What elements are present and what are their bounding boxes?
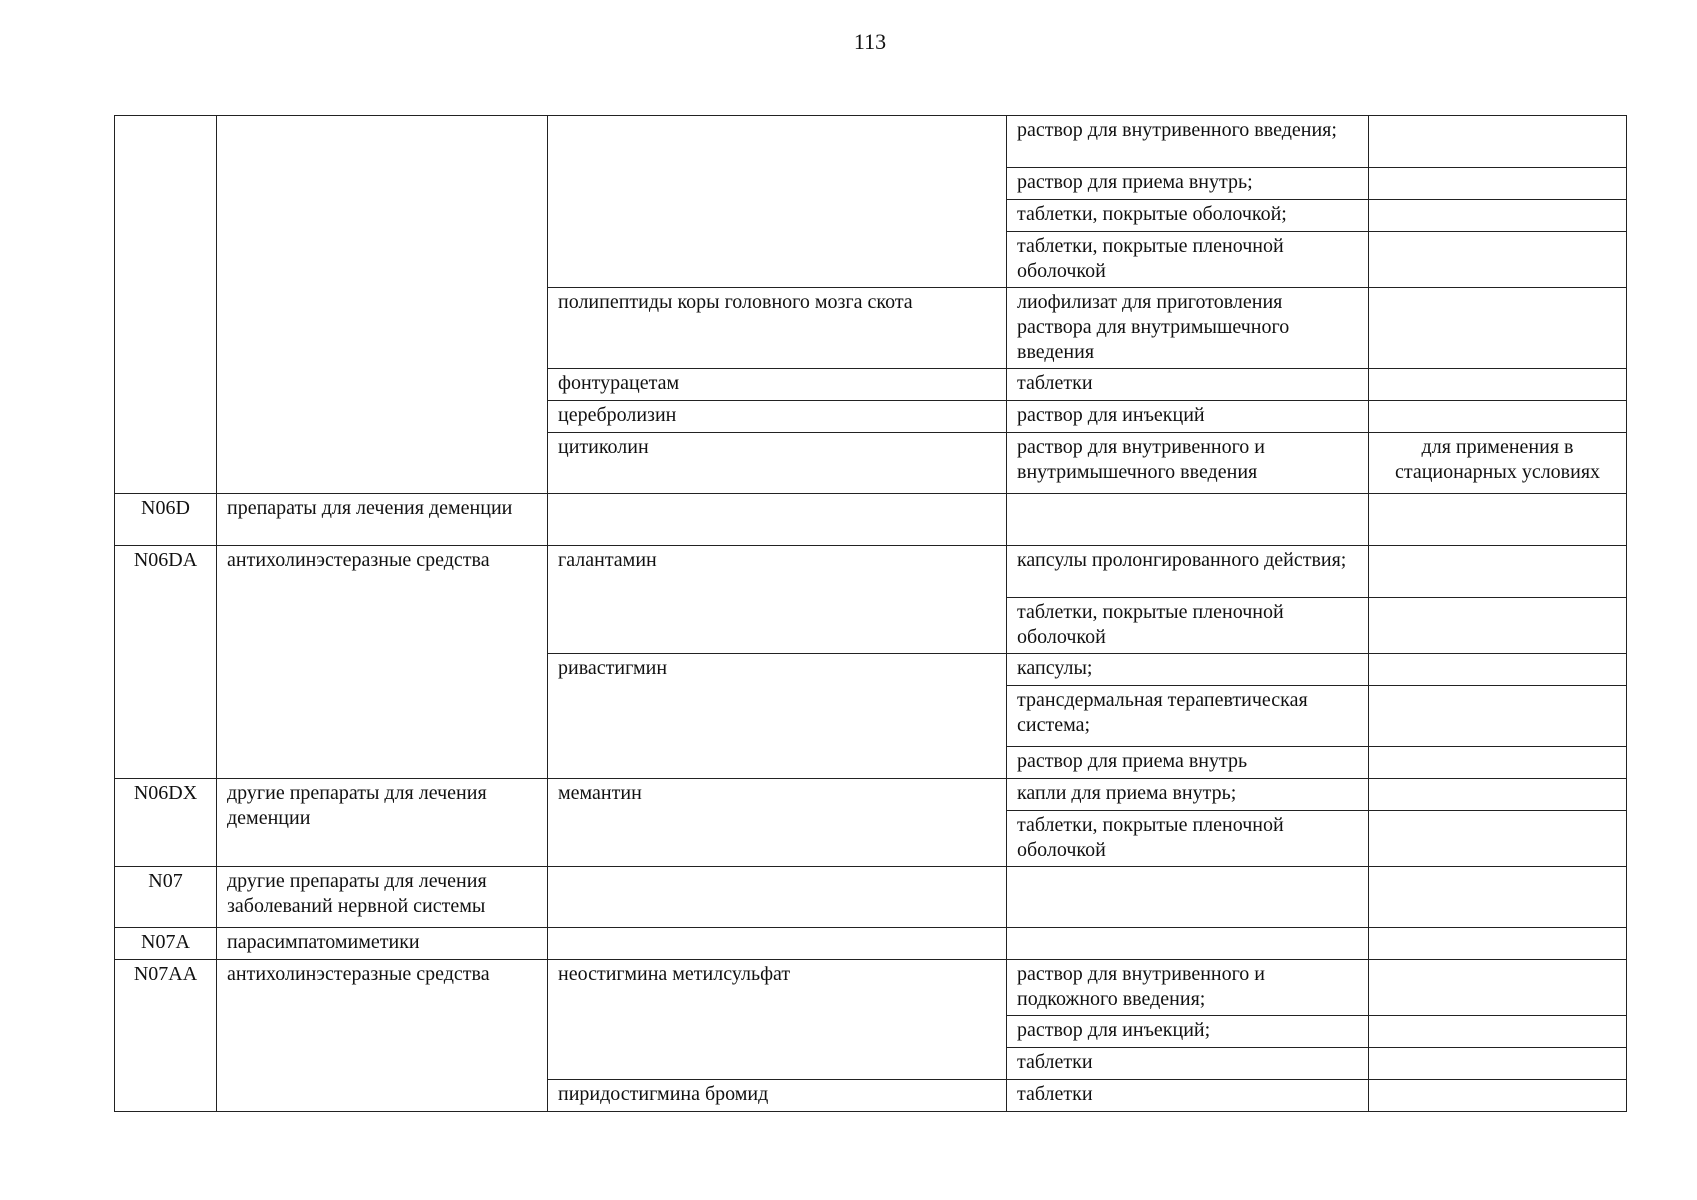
atc-code-cell: N06D [115,494,217,546]
note-cell [1369,232,1627,288]
drug-cell [548,928,1007,960]
note-cell [1369,811,1627,867]
note-cell [1369,200,1627,232]
note-cell [1369,116,1627,168]
form-cell [1007,928,1369,960]
form-cell: раствор для приема внутрь; [1007,168,1369,200]
note-cell [1369,686,1627,747]
note-cell [1369,598,1627,654]
table-row [115,867,1627,928]
form-cell: раствор для внутривенного введения; [1007,116,1369,168]
group-cell: другие препараты для лечения заболеваний нервной системы [217,867,548,928]
drug-cell: полипептиды коры головного мозга скота [548,288,1007,369]
form-cell: раствор для приема внутрь [1007,747,1369,779]
note-cell [1369,928,1627,960]
table-row [115,494,1627,546]
drug-cell: галантамин [548,546,1007,654]
note-cell [1369,779,1627,811]
form-cell: раствор для внутривенного и подкожного введения; [1007,960,1369,1016]
form-cell: таблетки, покрытые пленочной оболочкой [1007,811,1369,867]
form-cell: лиофилизат для приготовления раствора для внутримышечного введения [1007,288,1369,369]
form-cell: таблетки [1007,1080,1369,1112]
note-cell [1369,1048,1627,1080]
form-cell: капли для приема внутрь; [1007,779,1369,811]
note-cell [1369,546,1627,598]
drug-cell: неостигмина метилсульфат [548,960,1007,1080]
drug-cell [548,494,1007,546]
note-cell [1369,654,1627,686]
note-cell [1369,168,1627,200]
table-row [115,116,1627,168]
table-row [115,928,1627,960]
drug-cell [548,116,1007,288]
form-cell [1007,867,1369,928]
note-cell [1369,494,1627,546]
drug-cell: фонтурацетам [548,369,1007,401]
form-cell: капсулы; [1007,654,1369,686]
form-cell: раствор для внутривенного и внутримышечного введения [1007,433,1369,494]
note-cell [1369,747,1627,779]
atc-code-cell: N07AA [115,960,217,1112]
form-cell: раствор для инъекций; [1007,1016,1369,1048]
note-cell [1369,401,1627,433]
table-row [115,779,1627,811]
form-cell: раствор для инъекций [1007,401,1369,433]
table-row [115,960,1627,1016]
note-cell: для применения в стационарных условиях [1369,433,1627,494]
form-cell: таблетки, покрытые оболочкой; [1007,200,1369,232]
atc-code-cell: N07A [115,928,217,960]
page-number: 113 [853,29,887,54]
group-cell [217,116,548,494]
atc-code-cell: N06DA [115,546,217,779]
form-cell [1007,494,1369,546]
group-cell: антихолинэстеразные средства [217,960,548,1112]
form-cell: таблетки, покрытые пленочной оболочкой [1007,232,1369,288]
drug-cell: пиридостигмина бромид [548,1080,1007,1112]
group-cell: парасимпатомиметики [217,928,548,960]
atc-code-cell [115,116,217,494]
note-cell [1369,288,1627,369]
drug-cell: ривастигмин [548,654,1007,779]
form-cell: таблетки, покрытые пленочной оболочкой [1007,598,1369,654]
table-row [115,546,1627,598]
note-cell [1369,1016,1627,1048]
form-cell: таблетки [1007,1048,1369,1080]
group-cell: другие препараты для лечения деменции [217,779,548,867]
note-cell [1369,369,1627,401]
form-cell: капсулы пролонгированного действия; [1007,546,1369,598]
note-cell [1369,960,1627,1016]
drug-cell: мемантин [548,779,1007,867]
form-cell: таблетки [1007,369,1369,401]
drug-cell [548,867,1007,928]
form-cell: трансдермальная терапевтическая система; [1007,686,1369,747]
group-cell: антихолинэстеразные средства [217,546,548,779]
atc-code-cell: N07 [115,867,217,928]
note-cell [1369,867,1627,928]
atc-code-cell: N06DX [115,779,217,867]
drug-table [114,115,1627,1112]
drug-cell: цитиколин [548,433,1007,494]
note-cell [1369,1080,1627,1112]
drug-cell: церебролизин [548,401,1007,433]
group-cell: препараты для лечения деменции [217,494,548,546]
